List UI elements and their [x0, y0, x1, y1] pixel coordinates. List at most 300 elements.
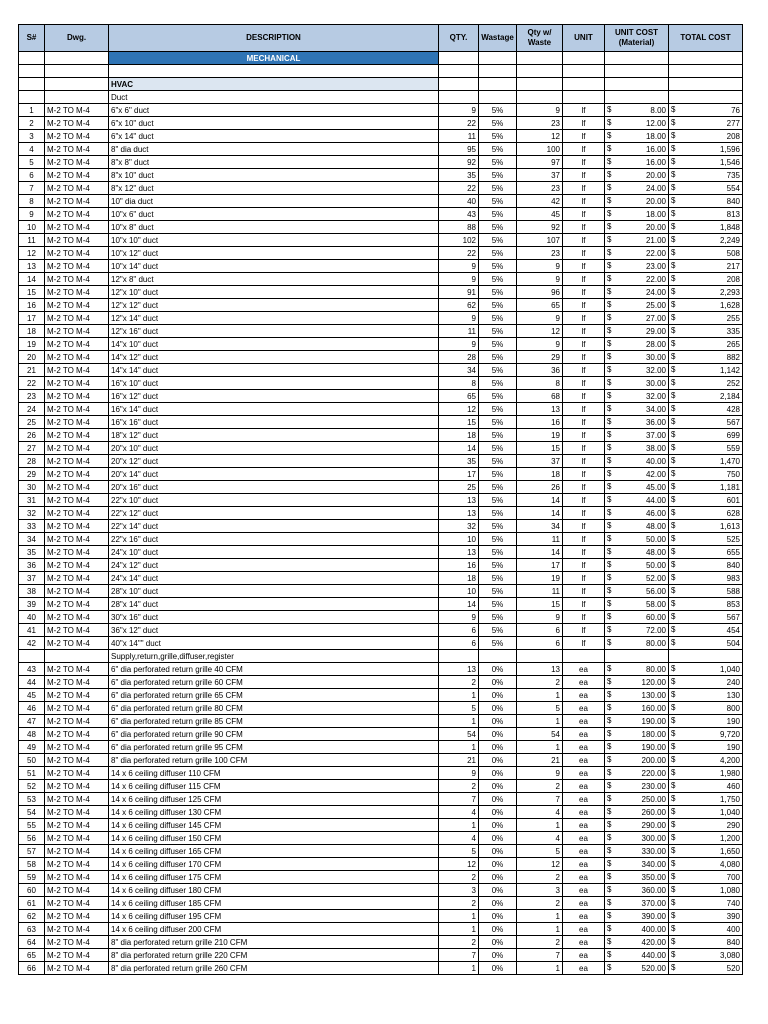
cell-dwg: M-2 TO M-4	[45, 416, 109, 429]
cell-unit: lf	[563, 221, 605, 234]
cell-unit: lf	[563, 507, 605, 520]
table-row	[19, 234, 743, 247]
table-row	[19, 156, 743, 169]
currency-symbol: $	[607, 443, 612, 452]
cell-qty: 2	[439, 871, 479, 884]
currency-symbol: $	[671, 586, 676, 595]
total-cost-value: 735	[726, 170, 740, 180]
cell-unit: ea	[563, 702, 605, 715]
currency-symbol: $	[671, 781, 676, 790]
cell-unit-cost	[605, 481, 669, 494]
cell-unit: lf	[563, 481, 605, 494]
cell-unit: ea	[563, 884, 605, 897]
cell-sn: 12	[19, 247, 45, 260]
currency-symbol: $	[671, 534, 676, 543]
cell-total-cost	[669, 689, 743, 702]
currency-symbol: $	[671, 898, 676, 907]
currency-symbol: $	[671, 209, 676, 218]
cell-description: 6" dia perforated return grille 85 CFM	[109, 715, 439, 728]
cell-wastage: 5%	[479, 273, 517, 286]
cell-description: 20"x 10" duct	[109, 442, 439, 455]
cell-wastage: 5%	[479, 221, 517, 234]
total-cost-value: 1,470	[719, 456, 740, 466]
cell-qty-waste: 7	[517, 949, 563, 962]
unit-cost-value: 52.00	[645, 573, 666, 583]
cell-total-cost	[669, 182, 743, 195]
currency-symbol: $	[607, 937, 612, 946]
cell-qty: 12	[439, 858, 479, 871]
cell-qty: 4	[439, 832, 479, 845]
cell-unit: ea	[563, 897, 605, 910]
unit-cost-value: 30.00	[645, 378, 666, 388]
cell-wastage: 0%	[479, 754, 517, 767]
cell-sn: 48	[19, 728, 45, 741]
currency-symbol: $	[607, 950, 612, 959]
table-row	[19, 182, 743, 195]
cell-dwg: M-2 TO M-4	[45, 273, 109, 286]
table-row	[19, 663, 743, 676]
cell-dwg: M-2 TO M-4	[45, 169, 109, 182]
cell-sn: 50	[19, 754, 45, 767]
cell-unit-cost	[605, 182, 669, 195]
cell-wastage: 0%	[479, 728, 517, 741]
cell-sn: 60	[19, 884, 45, 897]
cell-qty-waste: 1	[517, 741, 563, 754]
cell-qty-waste: 37	[517, 169, 563, 182]
cell-sn: 38	[19, 585, 45, 598]
cell-sn: 28	[19, 455, 45, 468]
total-cost-value: 1,080	[719, 885, 740, 895]
unit-cost-value: 80.00	[645, 664, 666, 674]
table-row	[19, 793, 743, 806]
table-row	[19, 806, 743, 819]
unit-cost-value: 32.00	[645, 365, 666, 375]
total-cost-value: 2,293	[719, 287, 740, 297]
cell-qty: 5	[439, 845, 479, 858]
table-row	[19, 715, 743, 728]
cell-total-cost	[669, 949, 743, 962]
currency-symbol: $	[607, 911, 612, 920]
currency-symbol: $	[671, 950, 676, 959]
total-cost-value: 1,040	[719, 807, 740, 817]
cell-total-cost	[669, 494, 743, 507]
currency-symbol: $	[671, 469, 676, 478]
cell-total-cost	[669, 130, 743, 143]
currency-symbol: $	[671, 599, 676, 608]
currency-symbol: $	[671, 794, 676, 803]
cell-qty: 13	[439, 507, 479, 520]
cell-qty: 22	[439, 117, 479, 130]
total-cost-value: 428	[726, 404, 740, 414]
cell-dwg: M-2 TO M-4	[45, 481, 109, 494]
currency-symbol: $	[607, 690, 612, 699]
currency-symbol: $	[607, 638, 612, 647]
total-cost-value: 1,596	[719, 144, 740, 154]
cell-unit-cost	[605, 715, 669, 728]
total-cost-value: 520	[726, 963, 740, 973]
cell-qty: 9	[439, 312, 479, 325]
cell-qty: 22	[439, 247, 479, 260]
unit-cost-value: 32.00	[645, 391, 666, 401]
cell-description: 16"x 12" duct	[109, 390, 439, 403]
cell-description: 8" dia perforated return grille 220 CFM	[109, 949, 439, 962]
table-row	[19, 637, 743, 650]
total-cost-value: 740	[726, 898, 740, 908]
currency-symbol: $	[607, 235, 612, 244]
cell-dwg: M-2 TO M-4	[45, 793, 109, 806]
cell-qty-waste: 14	[517, 507, 563, 520]
cell-unit-cost	[605, 858, 669, 871]
cell-unit-cost	[605, 611, 669, 624]
cell-wastage: 5%	[479, 390, 517, 403]
currency-symbol: $	[607, 391, 612, 400]
cell-qty-waste: 11	[517, 585, 563, 598]
cell-dwg: M-2 TO M-4	[45, 806, 109, 819]
cell-unit: lf	[563, 104, 605, 117]
cell-wastage: 0%	[479, 806, 517, 819]
cell-qty-waste: 12	[517, 858, 563, 871]
cell-qty-waste: 45	[517, 208, 563, 221]
table-row	[19, 377, 743, 390]
currency-symbol: $	[671, 131, 676, 140]
currency-symbol: $	[607, 924, 612, 933]
cell-wastage: 5%	[479, 533, 517, 546]
unit-cost-value: 190.00	[641, 716, 666, 726]
cell-unit: lf	[563, 624, 605, 637]
unit-cost-value: 50.00	[645, 534, 666, 544]
cell-sn: 63	[19, 923, 45, 936]
currency-symbol: $	[607, 820, 612, 829]
cell-unit: lf	[563, 455, 605, 468]
cell-total-cost	[669, 390, 743, 403]
unit-cost-value: 250.00	[641, 794, 666, 804]
cell-qty: 88	[439, 221, 479, 234]
cell-wastage: 0%	[479, 689, 517, 702]
cell-qty-waste: 13	[517, 663, 563, 676]
table-row	[19, 559, 743, 572]
table-row	[19, 611, 743, 624]
currency-symbol: $	[607, 209, 612, 218]
total-cost-value: 504	[726, 638, 740, 648]
unit-cost-value: 37.00	[645, 430, 666, 440]
currency-symbol: $	[607, 963, 612, 972]
total-cost-value: 130	[726, 690, 740, 700]
cell-description: 6"x 6" duct	[109, 104, 439, 117]
total-cost-value: 4,080	[719, 859, 740, 869]
cell-total-cost	[669, 468, 743, 481]
cell-unit: lf	[563, 338, 605, 351]
cell-unit-cost	[605, 754, 669, 767]
currency-symbol: $	[671, 391, 676, 400]
currency-symbol: $	[671, 521, 676, 530]
table-row	[19, 364, 743, 377]
cell-dwg: M-2 TO M-4	[45, 507, 109, 520]
cell-sn: 55	[19, 819, 45, 832]
cell-total-cost	[669, 832, 743, 845]
cell-qty-waste: 8	[517, 377, 563, 390]
cell-unit: ea	[563, 806, 605, 819]
total-cost-value: 853	[726, 599, 740, 609]
cell-description: 14 x 6 ceiling diffuser 200 CFM	[109, 923, 439, 936]
cell-description: 12"x 14" duct	[109, 312, 439, 325]
unit-cost-value: 520.00	[641, 963, 666, 973]
table-row	[19, 494, 743, 507]
cell-description: 12"x 16" duct	[109, 325, 439, 338]
cell-total-cost	[669, 780, 743, 793]
cell-wastage: 5%	[479, 182, 517, 195]
cell-qty: 102	[439, 234, 479, 247]
table-row	[19, 572, 743, 585]
cell-total-cost	[669, 962, 743, 975]
cell-unit: ea	[563, 949, 605, 962]
table-row	[19, 117, 743, 130]
currency-symbol: $	[671, 885, 676, 894]
cell-description: 20"x 12" duct	[109, 455, 439, 468]
cell-unit-cost	[605, 156, 669, 169]
cell-unit-cost	[605, 962, 669, 975]
unit-cost-value: 40.00	[645, 456, 666, 466]
cell-qty: 32	[439, 520, 479, 533]
cell-unit: lf	[563, 390, 605, 403]
table-row	[19, 195, 743, 208]
cell-qty-waste: 36	[517, 364, 563, 377]
table-row	[19, 338, 743, 351]
currency-symbol: $	[607, 287, 612, 296]
cell-wastage: 0%	[479, 715, 517, 728]
cell-qty: 11	[439, 130, 479, 143]
header-wastage: Wastage	[479, 25, 517, 52]
table-row	[19, 728, 743, 741]
cell-description: 16"x 16" duct	[109, 416, 439, 429]
total-cost-value: 1,613	[719, 521, 740, 531]
unit-cost-value: 48.00	[645, 521, 666, 531]
cell-description: 14"x 12" duct	[109, 351, 439, 364]
cell-unit: lf	[563, 364, 605, 377]
cell-dwg: M-2 TO M-4	[45, 195, 109, 208]
cell-unit-cost	[605, 793, 669, 806]
cell-dwg: M-2 TO M-4	[45, 442, 109, 455]
unit-cost-value: 18.00	[645, 131, 666, 141]
cell-wastage: 0%	[479, 845, 517, 858]
cell-sn: 37	[19, 572, 45, 585]
cell-qty-waste: 1	[517, 910, 563, 923]
cell-unit: lf	[563, 117, 605, 130]
cell-unit-cost	[605, 364, 669, 377]
header-description: DESCRIPTION	[109, 25, 439, 52]
currency-symbol: $	[607, 768, 612, 777]
cell-total-cost	[669, 429, 743, 442]
total-cost-value: 255	[726, 313, 740, 323]
currency-symbol: $	[671, 118, 676, 127]
cell-wastage: 5%	[479, 104, 517, 117]
cell-qty: 3	[439, 884, 479, 897]
currency-symbol: $	[607, 469, 612, 478]
cell-qty-waste: 18	[517, 468, 563, 481]
cell-sn: 14	[19, 273, 45, 286]
cell-sn: 35	[19, 546, 45, 559]
cell-unit: lf	[563, 598, 605, 611]
unit-cost-value: 27.00	[645, 313, 666, 323]
currency-symbol: $	[671, 833, 676, 842]
cell-sn: 45	[19, 689, 45, 702]
unit-cost-value: 50.00	[645, 560, 666, 570]
cell-dwg: M-2 TO M-4	[45, 286, 109, 299]
currency-symbol: $	[607, 326, 612, 335]
cell-sn: 66	[19, 962, 45, 975]
cell-qty: 14	[439, 442, 479, 455]
currency-symbol: $	[607, 313, 612, 322]
header-unit: UNIT	[563, 25, 605, 52]
unit-cost-value: 72.00	[645, 625, 666, 635]
cell-wastage: 5%	[479, 208, 517, 221]
cell-total-cost	[669, 156, 743, 169]
cell-wastage: 5%	[479, 156, 517, 169]
cell-description: 24"x 12" duct	[109, 559, 439, 572]
total-cost-value: 559	[726, 443, 740, 453]
table-row	[19, 546, 743, 559]
cell-wastage: 0%	[479, 663, 517, 676]
unit-cost-value: 21.00	[645, 235, 666, 245]
cell-total-cost	[669, 611, 743, 624]
cell-description: 14 x 6 ceiling diffuser 125 CFM	[109, 793, 439, 806]
cell-total-cost	[669, 585, 743, 598]
table-row	[19, 299, 743, 312]
cell-wastage: 5%	[479, 351, 517, 364]
total-cost-value: 525	[726, 534, 740, 544]
table-row	[19, 104, 743, 117]
table-row	[19, 455, 743, 468]
cell-description: 10"x 10" duct	[109, 234, 439, 247]
cell-qty-waste: 2	[517, 897, 563, 910]
unit-cost-value: 260.00	[641, 807, 666, 817]
cell-wastage: 5%	[479, 494, 517, 507]
unit-cost-value: 130.00	[641, 690, 666, 700]
cell-qty-waste: 14	[517, 494, 563, 507]
cell-qty-waste: 13	[517, 403, 563, 416]
cell-sn: 19	[19, 338, 45, 351]
cell-wastage: 5%	[479, 481, 517, 494]
cell-wastage: 5%	[479, 143, 517, 156]
currency-symbol: $	[607, 625, 612, 634]
cell-dwg: M-2 TO M-4	[45, 598, 109, 611]
cell-unit-cost	[605, 637, 669, 650]
total-cost-value: 750	[726, 469, 740, 479]
currency-symbol: $	[671, 508, 676, 517]
cell-total-cost	[669, 208, 743, 221]
cell-total-cost	[669, 104, 743, 117]
cell-total-cost	[669, 923, 743, 936]
currency-symbol: $	[671, 456, 676, 465]
cell-sn: 49	[19, 741, 45, 754]
unit-cost-value: 44.00	[645, 495, 666, 505]
unit-cost-value: 370.00	[641, 898, 666, 908]
total-cost-value: 567	[726, 612, 740, 622]
cell-total-cost	[669, 312, 743, 325]
cell-description: 6" dia perforated return grille 80 CFM	[109, 702, 439, 715]
cell-total-cost	[669, 169, 743, 182]
cell-unit: lf	[563, 234, 605, 247]
cell-qty: 25	[439, 481, 479, 494]
cell-qty-waste: 3	[517, 884, 563, 897]
cell-dwg: M-2 TO M-4	[45, 429, 109, 442]
cell-qty-waste: 16	[517, 416, 563, 429]
table-row	[19, 689, 743, 702]
cell-qty: 11	[439, 325, 479, 338]
cell-wastage: 5%	[479, 299, 517, 312]
table-row	[19, 273, 743, 286]
header-dwg: Dwg.	[45, 25, 109, 52]
cell-wastage: 5%	[479, 416, 517, 429]
currency-symbol: $	[607, 404, 612, 413]
cell-sn: 17	[19, 312, 45, 325]
cell-description: 14 x 6 ceiling diffuser 150 CFM	[109, 832, 439, 845]
cell-description: 14 x 6 ceiling diffuser 185 CFM	[109, 897, 439, 910]
unit-cost-value: 22.00	[645, 248, 666, 258]
unit-cost-value: 290.00	[641, 820, 666, 830]
currency-symbol: $	[607, 378, 612, 387]
unit-cost-value: 56.00	[645, 586, 666, 596]
currency-symbol: $	[607, 196, 612, 205]
cell-unit: ea	[563, 845, 605, 858]
cell-sn: 57	[19, 845, 45, 858]
cell-qty-waste: 9	[517, 767, 563, 780]
header-qty: QTY.	[439, 25, 479, 52]
unit-cost-value: 34.00	[645, 404, 666, 414]
currency-symbol: $	[671, 690, 676, 699]
cell-dwg: M-2 TO M-4	[45, 403, 109, 416]
total-cost-value: 190	[726, 742, 740, 752]
table-row	[19, 208, 743, 221]
cell-unit: lf	[563, 182, 605, 195]
total-cost-value: 2,249	[719, 235, 740, 245]
unit-cost-value: 230.00	[641, 781, 666, 791]
unit-cost-value: 20.00	[645, 170, 666, 180]
cell-sn: 1	[19, 104, 45, 117]
table-row	[19, 858, 743, 871]
cell-qty: 1	[439, 910, 479, 923]
cell-dwg: M-2 TO M-4	[45, 754, 109, 767]
cell-wastage: 5%	[479, 247, 517, 260]
cell-dwg: M-2 TO M-4	[45, 390, 109, 403]
total-cost-value: 3,080	[719, 950, 740, 960]
cell-qty: 9	[439, 611, 479, 624]
cell-wastage: 5%	[479, 169, 517, 182]
cell-unit: ea	[563, 741, 605, 754]
cell-unit-cost	[605, 689, 669, 702]
cell-qty-waste: 15	[517, 598, 563, 611]
cell-qty-waste: 15	[517, 442, 563, 455]
cell-unit-cost	[605, 624, 669, 637]
cell-unit-cost	[605, 741, 669, 754]
unit-cost-value: 160.00	[641, 703, 666, 713]
cell-sn: 62	[19, 910, 45, 923]
currency-symbol: $	[607, 599, 612, 608]
currency-symbol: $	[671, 768, 676, 777]
currency-symbol: $	[671, 547, 676, 556]
cell-total-cost	[669, 793, 743, 806]
unit-cost-value: 200.00	[641, 755, 666, 765]
cell-description: 6" dia perforated return grille 95 CFM	[109, 741, 439, 754]
cell-wastage: 0%	[479, 793, 517, 806]
section-title: MECHANICAL	[109, 52, 439, 65]
cell-description: 6" dia perforated return grille 60 CFM	[109, 676, 439, 689]
cell-qty: 21	[439, 754, 479, 767]
cell-unit-cost	[605, 169, 669, 182]
currency-symbol: $	[671, 703, 676, 712]
cell-sn: 11	[19, 234, 45, 247]
cell-wastage: 0%	[479, 676, 517, 689]
cell-dwg: M-2 TO M-4	[45, 104, 109, 117]
